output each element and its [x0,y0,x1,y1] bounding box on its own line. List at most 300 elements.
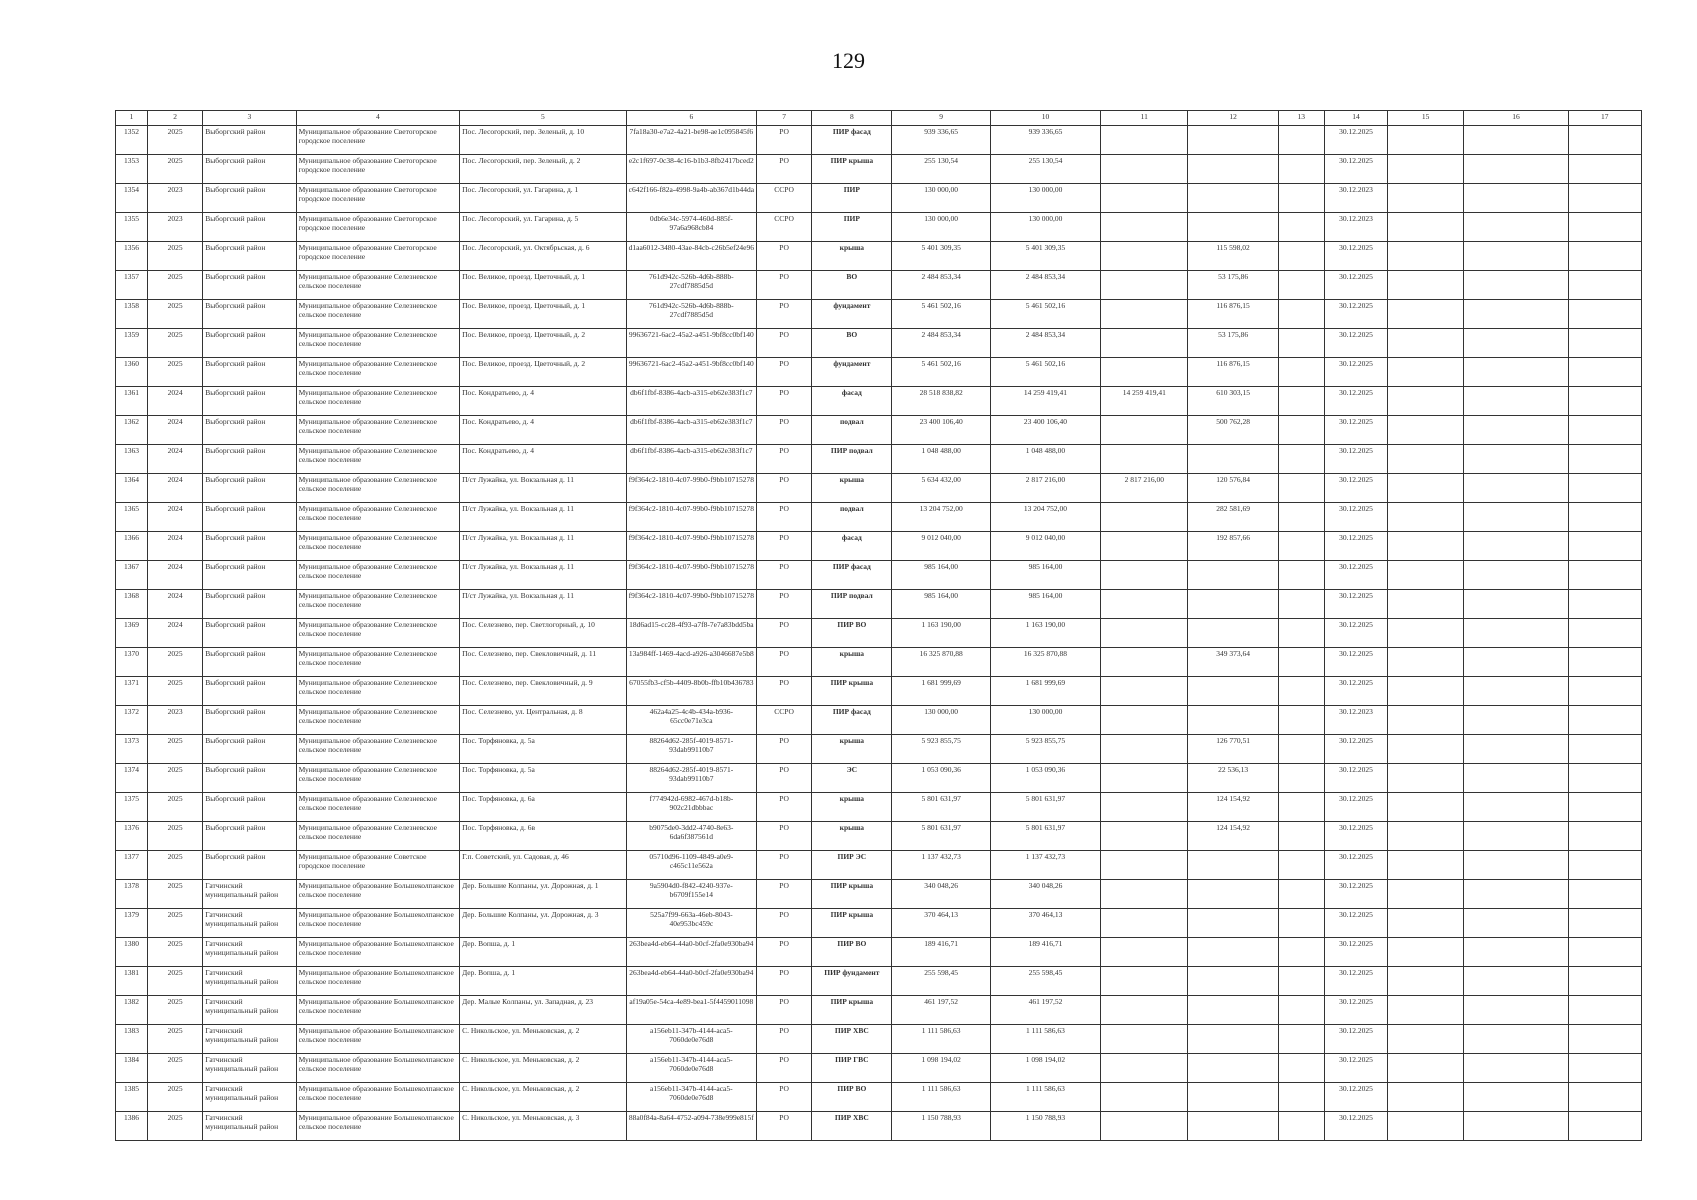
cell-program: РО [757,532,812,561]
cell-cost-part-3: 124 154,92 [1188,822,1278,851]
cell-district: Выборгский район [203,561,296,590]
cell-total-cost: 189 416,71 [892,938,990,967]
cell-year: 2025 [148,358,203,387]
cell-col-13 [1278,590,1324,619]
cell-cost-part-1: 1 681 999,69 [990,677,1100,706]
cell-building-id: f9f364c2-1810-4c07-99b0-f9bb10715278 [626,590,756,619]
cell-cost-part-1: 5 923 855,75 [990,735,1100,764]
cell-year: 2025 [148,764,203,793]
cell-cost-part-2 [1101,126,1188,155]
cell-building-id: 761d942c-526b-4d6b-888b-27cdf7885d5d [626,271,756,300]
cell-cost-part-2 [1101,329,1188,358]
cell-col-13 [1278,1112,1324,1141]
cell-cost-part-2 [1101,242,1188,271]
cell-col-16 [1464,706,1568,735]
cell-deadline: 30.12.2023 [1324,213,1387,242]
cell-col-15 [1388,648,1464,677]
cell-year: 2025 [148,329,203,358]
cell-year: 2025 [148,822,203,851]
cell-col-17 [1568,561,1641,590]
column-header: 11 [1101,111,1188,126]
cell-col-13 [1278,1025,1324,1054]
cell-building-id: 88264d62-285f-4019-8571-93dab99110b7 [626,735,756,764]
cell-address: П/ст Лужайка, ул. Вокзальная д. 11 [460,561,627,590]
cell-col-16 [1464,851,1568,880]
cell-building-id: db6f1fbf-8386-4acb-a315-eb62e383f1c7 [626,416,756,445]
cell-col-17 [1568,155,1641,184]
cell-work-type: крыша [812,648,892,677]
cell-col-13 [1278,184,1324,213]
cell-work-type: крыша [812,242,892,271]
column-header: 14 [1324,111,1387,126]
cell-address: Пос. Лесогорский, ул. Гагарина, д. 5 [460,213,627,242]
cell-work-type: ПИР ГВС [812,1054,892,1083]
cell-cost-part-1: 1 150 788,93 [990,1112,1100,1141]
table-row [116,793,1642,822]
cell-address: Пос. Лесогорский, ул. Октябрьская, д. 6 [460,242,627,271]
cell-municipality: Муниципальное образование Селезневское сельское поселение [296,532,460,561]
cell-program: РО [757,242,812,271]
table-row [116,416,1642,445]
cell-building-id: 761d942c-526b-4d6b-888b-27cdf7885d5d [626,300,756,329]
cell-municipality: Муниципальное образование Селезневское сельское поселение [296,271,460,300]
cell-cost-part-3: 53 175,86 [1188,329,1278,358]
cell-year: 2024 [148,445,203,474]
cell-col-17 [1568,1112,1641,1141]
cell-col-16 [1464,126,1568,155]
cell-municipality: Муниципальное образование Селезневское сельское поселение [296,822,460,851]
cell-col-16 [1464,155,1568,184]
cell-deadline: 30.12.2025 [1324,938,1387,967]
cell-program: РО [757,967,812,996]
cell-col-16 [1464,416,1568,445]
cell-deadline: 30.12.2025 [1324,416,1387,445]
cell-col-17 [1568,242,1641,271]
cell-program: РО [757,648,812,677]
column-header: 8 [812,111,892,126]
cell-col-17 [1568,1054,1641,1083]
cell-col-17 [1568,1083,1641,1112]
cell-work-type: фундамент [812,358,892,387]
column-header: 16 [1464,111,1568,126]
cell-cost-part-3: 124 154,92 [1188,793,1278,822]
cell-cost-part-1: 1 098 194,02 [990,1054,1100,1083]
cell-col-15 [1388,851,1464,880]
cell-row-number: 1359 [116,329,148,358]
cell-district: Выборгский район [203,677,296,706]
cell-deadline: 30.12.2025 [1324,271,1387,300]
cell-col-15 [1388,213,1464,242]
cell-district: Гатчинский муниципальный район [203,996,296,1025]
cell-col-13 [1278,445,1324,474]
table-row [116,503,1642,532]
cell-cost-part-1: 2 817 216,00 [990,474,1100,503]
cell-district: Выборгский район [203,764,296,793]
cell-row-number: 1354 [116,184,148,213]
cell-col-13 [1278,387,1324,416]
cell-district: Выборгский район [203,503,296,532]
cell-municipality: Муниципальное образование Селезневское сельское поселение [296,416,460,445]
table-row [116,1083,1642,1112]
cell-cost-part-2 [1101,271,1188,300]
table-row [116,938,1642,967]
cell-total-cost: 23 400 106,40 [892,416,990,445]
cell-program: РО [757,271,812,300]
cell-total-cost: 5 401 309,35 [892,242,990,271]
cell-cost-part-1: 5 801 631,97 [990,793,1100,822]
cell-cost-part-1: 130 000,00 [990,706,1100,735]
cell-col-13 [1278,677,1324,706]
cell-total-cost: 2 484 853,34 [892,271,990,300]
cell-address: Пос. Кондратьево, д. 4 [460,387,627,416]
cell-address: Пос. Селезнево, ул. Центральная, д. 8 [460,706,627,735]
cell-work-type: ПИР подвал [812,590,892,619]
cell-district: Гатчинский муниципальный район [203,1083,296,1112]
cell-program: РО [757,358,812,387]
cell-total-cost: 9 012 040,00 [892,532,990,561]
cell-year: 2025 [148,677,203,706]
cell-cost-part-3: 120 576,84 [1188,474,1278,503]
cell-program: РО [757,996,812,1025]
cell-deadline: 30.12.2025 [1324,387,1387,416]
cell-district: Выборгский район [203,358,296,387]
cell-cost-part-1: 14 259 419,41 [990,387,1100,416]
cell-address: Пос. Кондратьево, д. 4 [460,445,627,474]
cell-cost-part-1: 939 336,65 [990,126,1100,155]
cell-cost-part-2 [1101,706,1188,735]
cell-cost-part-3 [1188,590,1278,619]
cell-cost-part-3: 116 876,15 [1188,358,1278,387]
cell-cost-part-1: 9 012 040,00 [990,532,1100,561]
cell-address: Пос. Кондратьево, д. 4 [460,416,627,445]
cell-district: Выборгский район [203,300,296,329]
cell-work-type: ПИР крыша [812,155,892,184]
cell-col-16 [1464,619,1568,648]
cell-address: Пос. Великое, проезд. Цветочный, д. 2 [460,358,627,387]
cell-col-17 [1568,735,1641,764]
cell-district: Выборгский район [203,271,296,300]
cell-building-id: 88264d62-285f-4019-8571-93dab99110b7 [626,764,756,793]
cell-year: 2025 [148,735,203,764]
cell-program: РО [757,155,812,184]
cell-col-16 [1464,300,1568,329]
cell-year: 2025 [148,880,203,909]
cell-cost-part-1: 16 325 870,88 [990,648,1100,677]
cell-program: РО [757,764,812,793]
cell-col-15 [1388,1083,1464,1112]
cell-col-17 [1568,300,1641,329]
cell-year: 2024 [148,474,203,503]
cell-col-17 [1568,938,1641,967]
cell-cost-part-1: 340 048,26 [990,880,1100,909]
cell-row-number: 1384 [116,1054,148,1083]
cell-cost-part-1: 5 401 309,35 [990,242,1100,271]
cell-col-15 [1388,503,1464,532]
cell-building-id: 7fa18a30-e7a2-4a21-be98-ae1c095845f6 [626,126,756,155]
cell-work-type: ПИР ВО [812,1083,892,1112]
cell-col-17 [1568,213,1641,242]
cell-col-15 [1388,735,1464,764]
cell-cost-part-3: 349 373,64 [1188,648,1278,677]
cell-year: 2025 [148,242,203,271]
cell-program: ССРО [757,184,812,213]
cell-col-15 [1388,242,1464,271]
cell-col-17 [1568,677,1641,706]
cell-cost-part-2 [1101,938,1188,967]
cell-program: РО [757,590,812,619]
table-row [116,822,1642,851]
cell-col-13 [1278,561,1324,590]
cell-work-type: ПИР крыша [812,909,892,938]
cell-total-cost: 16 325 870,88 [892,648,990,677]
cell-building-id: 462a4a25-4c4b-434a-b936-65cc0e71e3ca [626,706,756,735]
cell-row-number: 1386 [116,1112,148,1141]
cell-work-type: ПИР ВО [812,619,892,648]
cell-municipality: Муниципальное образование Большеколпанское сельское поселение [296,1112,460,1141]
cell-col-16 [1464,648,1568,677]
cell-program: РО [757,880,812,909]
cell-cost-part-3 [1188,445,1278,474]
cell-cost-part-1: 255 130,54 [990,155,1100,184]
cell-cost-part-1: 370 464,13 [990,909,1100,938]
cell-cost-part-3 [1188,1112,1278,1141]
cell-col-17 [1568,793,1641,822]
cell-total-cost: 985 164,00 [892,561,990,590]
cell-address: С. Никольское, ул. Меньковская, д. 3 [460,1112,627,1141]
cell-col-16 [1464,996,1568,1025]
cell-col-16 [1464,474,1568,503]
table-row [116,329,1642,358]
cell-year: 2025 [148,126,203,155]
cell-program: РО [757,1083,812,1112]
cell-col-13 [1278,271,1324,300]
cell-cost-part-1: 189 416,71 [990,938,1100,967]
cell-year: 2025 [148,996,203,1025]
cell-col-16 [1464,271,1568,300]
cell-row-number: 1379 [116,909,148,938]
cell-building-id: 67055fb3-cf5b-4409-8b0b-ffb10b436783 [626,677,756,706]
cell-row-number: 1381 [116,967,148,996]
cell-cost-part-2 [1101,155,1188,184]
cell-col-13 [1278,909,1324,938]
cell-row-number: 1358 [116,300,148,329]
cell-deadline: 30.12.2025 [1324,735,1387,764]
cell-building-id: f9f364c2-1810-4c07-99b0-f9bb10715278 [626,561,756,590]
cell-program: РО [757,822,812,851]
cell-year: 2024 [148,387,203,416]
cell-district: Выборгский район [203,619,296,648]
cell-row-number: 1361 [116,387,148,416]
cell-col-15 [1388,677,1464,706]
cell-total-cost: 1 053 090,36 [892,764,990,793]
cell-program: РО [757,677,812,706]
cell-address: Дер. Большие Колпаны, ул. Дорожная, д. 3 [460,909,627,938]
cell-col-17 [1568,996,1641,1025]
cell-row-number: 1383 [116,1025,148,1054]
cell-total-cost: 130 000,00 [892,213,990,242]
cell-address: Пос. Лесогорский, пер. Зеленый, д. 2 [460,155,627,184]
cell-col-17 [1568,1025,1641,1054]
column-header: 1 [116,111,148,126]
cell-col-15 [1388,155,1464,184]
table-row [116,648,1642,677]
cell-cost-part-3: 282 581,69 [1188,503,1278,532]
cell-address: Г.п. Советский, ул. Садовая, д. 46 [460,851,627,880]
cell-district: Гатчинский муниципальный район [203,880,296,909]
cell-program: РО [757,416,812,445]
cell-municipality: Муниципальное образование Селезневское сельское поселение [296,358,460,387]
cell-cost-part-2 [1101,1054,1188,1083]
cell-building-id: 0db6e34c-5974-460d-885f-97a6a968cb84 [626,213,756,242]
table-row [116,619,1642,648]
table-row [116,1025,1642,1054]
cell-district: Гатчинский муниципальный район [203,1112,296,1141]
cell-col-13 [1278,503,1324,532]
page-number: 129 [832,48,865,73]
cell-program: РО [757,909,812,938]
cell-col-13 [1278,155,1324,184]
cell-deadline: 30.12.2025 [1324,1054,1387,1083]
cell-col-16 [1464,184,1568,213]
column-header: 10 [990,111,1100,126]
cell-year: 2025 [148,1025,203,1054]
cell-building-id: 18d6ad15-cc28-4f93-a7f8-7e7a83bdd5ba [626,619,756,648]
cell-cost-part-3: 500 762,28 [1188,416,1278,445]
cell-building-id: f9f364c2-1810-4c07-99b0-f9bb10715278 [626,474,756,503]
cell-cost-part-3 [1188,996,1278,1025]
cell-col-15 [1388,387,1464,416]
cell-cost-part-3 [1188,1054,1278,1083]
cell-address: Пос. Торфяновка, д. 6а [460,793,627,822]
cell-work-type: ПИР ВО [812,938,892,967]
cell-address: П/ст Лужайка, ул. Вокзальная д. 11 [460,474,627,503]
cell-col-15 [1388,909,1464,938]
cell-row-number: 1370 [116,648,148,677]
cell-row-number: 1375 [116,793,148,822]
cell-cost-part-2 [1101,880,1188,909]
cell-cost-part-1: 5 801 631,97 [990,822,1100,851]
cell-district: Выборгский район [203,474,296,503]
cell-col-16 [1464,387,1568,416]
cell-deadline: 30.12.2025 [1324,300,1387,329]
table-row [116,851,1642,880]
cell-row-number: 1366 [116,532,148,561]
cell-total-cost: 5 801 631,97 [892,793,990,822]
cell-col-16 [1464,213,1568,242]
cell-col-15 [1388,561,1464,590]
cell-work-type: ПИР [812,213,892,242]
cell-address: Пос. Лесогорский, пер. Зеленый, д. 10 [460,126,627,155]
cell-cost-part-3 [1188,1083,1278,1112]
table-row [116,271,1642,300]
cell-municipality: Муниципальное образование Селезневское сельское поселение [296,677,460,706]
cell-deadline: 30.12.2025 [1324,851,1387,880]
cell-work-type: фундамент [812,300,892,329]
cell-total-cost: 1 111 586,63 [892,1025,990,1054]
header-row [116,111,1642,126]
cell-municipality: Муниципальное образование Светогорское городское поселение [296,242,460,271]
cell-row-number: 1378 [116,880,148,909]
cell-building-id: 263bea4d-eb64-44a0-b0cf-2fa0e930ba94 [626,967,756,996]
cell-col-15 [1388,474,1464,503]
cell-row-number: 1374 [116,764,148,793]
table-row [116,1112,1642,1141]
cell-deadline: 30.12.2025 [1324,590,1387,619]
table-row [116,967,1642,996]
cell-deadline: 30.12.2025 [1324,996,1387,1025]
cell-program: РО [757,938,812,967]
cell-year: 2025 [148,648,203,677]
cell-col-15 [1388,793,1464,822]
cell-year: 2025 [148,851,203,880]
cell-district: Гатчинский муниципальный район [203,1025,296,1054]
cell-cost-part-3 [1188,184,1278,213]
table-row [116,706,1642,735]
cell-municipality: Муниципальное образование Селезневское сельское поселение [296,503,460,532]
table-row [116,126,1642,155]
cell-col-16 [1464,561,1568,590]
cell-year: 2024 [148,619,203,648]
cell-row-number: 1367 [116,561,148,590]
cell-cost-part-1: 5 461 502,16 [990,358,1100,387]
cell-district: Выборгский район [203,735,296,764]
cell-work-type: подвал [812,503,892,532]
cell-address: Пос. Селезнево, пер. Свекловичный, д. 11 [460,648,627,677]
cell-cost-part-3 [1188,1025,1278,1054]
cell-district: Выборгский район [203,387,296,416]
column-header: 2 [148,111,203,126]
cell-col-17 [1568,503,1641,532]
cell-building-id: a156eb11-347b-4144-aca5-7060de0e76d8 [626,1025,756,1054]
cell-col-16 [1464,677,1568,706]
cell-deadline: 30.12.2025 [1324,155,1387,184]
cell-col-15 [1388,445,1464,474]
cell-municipality: Муниципальное образование Большеколпанское сельское поселение [296,909,460,938]
cell-cost-part-1: 2 484 853,34 [990,329,1100,358]
cell-district: Гатчинский муниципальный район [203,938,296,967]
cell-row-number: 1369 [116,619,148,648]
cell-municipality: Муниципальное образование Селезневское сельское поселение [296,735,460,764]
cell-cost-part-3 [1188,706,1278,735]
cell-municipality: Муниципальное образование Светогорское городское поселение [296,126,460,155]
cell-col-17 [1568,445,1641,474]
cell-cost-part-2 [1101,1025,1188,1054]
table-row [116,474,1642,503]
cell-col-13 [1278,880,1324,909]
cell-col-17 [1568,706,1641,735]
cell-deadline: 30.12.2025 [1324,503,1387,532]
cell-col-17 [1568,532,1641,561]
cell-col-17 [1568,329,1641,358]
cell-col-13 [1278,851,1324,880]
cell-cost-part-3 [1188,126,1278,155]
cell-cost-part-3: 53 175,86 [1188,271,1278,300]
cell-municipality: Муниципальное образование Светогорское городское поселение [296,155,460,184]
cell-work-type: подвал [812,416,892,445]
cell-col-17 [1568,184,1641,213]
cell-col-13 [1278,329,1324,358]
cell-col-13 [1278,242,1324,271]
cell-district: Выборгский район [203,242,296,271]
cell-col-15 [1388,329,1464,358]
column-header: 9 [892,111,990,126]
cell-cost-part-2 [1101,648,1188,677]
cell-work-type: ВО [812,271,892,300]
cell-col-13 [1278,532,1324,561]
cell-cost-part-1: 1 137 432,73 [990,851,1100,880]
cell-col-16 [1464,938,1568,967]
cell-building-id: f774942d-6982-467d-b18b-902c21dbbbac [626,793,756,822]
